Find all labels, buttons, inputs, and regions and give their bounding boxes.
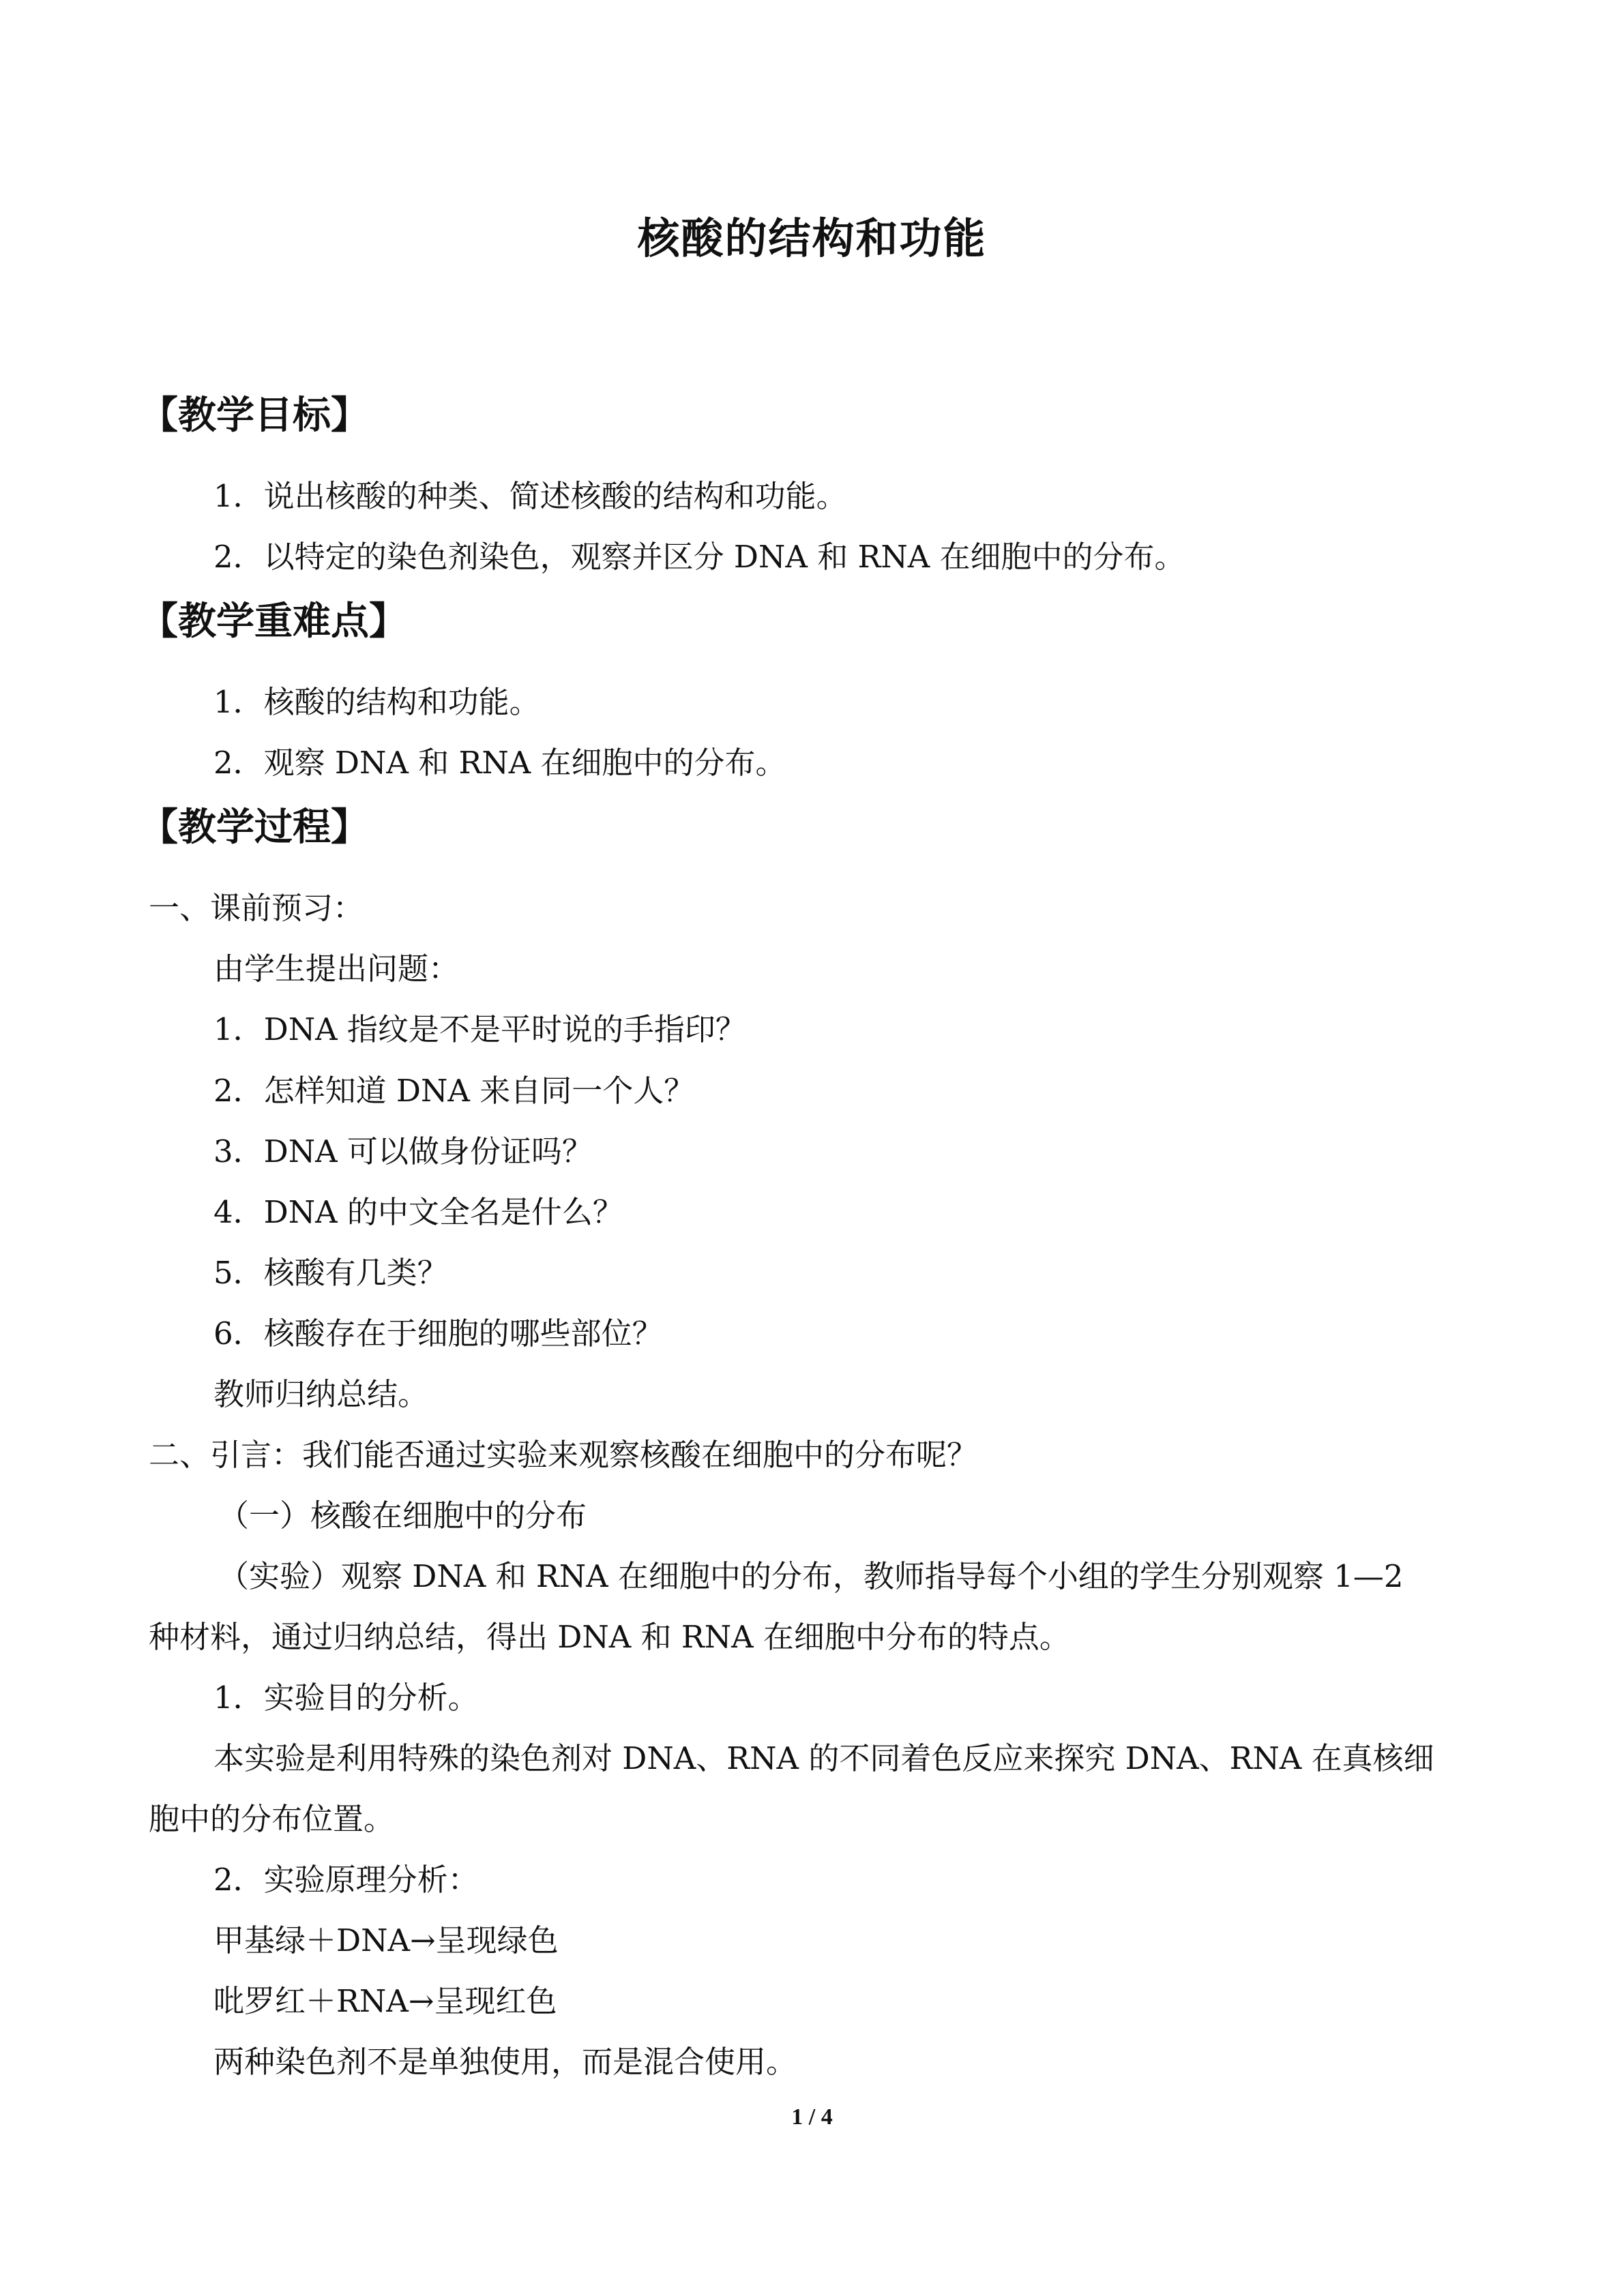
part-title: 二、引言：我们能否通过实验来观察核酸在细胞中的分布呢？ <box>149 1437 978 1473</box>
paragraph: 吡罗红＋RNA→呈现红色 <box>213 1983 557 2019</box>
part-title: 一、课前预习： <box>149 890 364 926</box>
step-title: 2．实验原理分析： <box>213 1862 479 1898</box>
objective-item: 2．以特定的染色剂染色，观察并区分 DNA 和 RNA 在细胞中的分布。 <box>213 539 1185 575</box>
paragraph: 甲基绿＋DNA→呈现绿色 <box>213 1922 559 1958</box>
paragraph: 种材料，通过归纳总结，得出 DNA 和 RNA 在细胞中分布的特点。 <box>149 1619 1070 1655</box>
question-item: 5．核酸有几类？ <box>213 1255 448 1291</box>
key-point-item: 1．核酸的结构和功能。 <box>213 684 540 720</box>
section-heading-key-points: 【教学重难点】 <box>140 599 407 644</box>
section-heading-objectives: 【教学目标】 <box>140 393 369 438</box>
question-item: 3．DNA 可以做身份证吗？ <box>213 1133 593 1169</box>
question-item: 6．核酸存在于细胞的哪些部位？ <box>213 1315 663 1352</box>
paragraph: 两种染色剂不是单独使用，而是混合使用。 <box>213 2044 797 2080</box>
document-title: 核酸的结构和功能 <box>637 213 987 263</box>
objective-item: 1．说出核酸的种类、简述核酸的结构和功能。 <box>213 478 847 514</box>
section-heading-process: 【教学过程】 <box>140 805 369 850</box>
step-title: 1．实验目的分析。 <box>213 1680 479 1716</box>
question-item: 1．DNA 指纹是不是平时说的手指印？ <box>213 1011 746 1047</box>
paragraph: （实验）观察 DNA 和 RNA 在细胞中的分布，教师指导每个小组的学生分别观察 1—2 <box>218 1558 1404 1594</box>
paragraph: 胞中的分布位置。 <box>149 1801 395 1837</box>
subsection-title: （一）核酸在细胞中的分布 <box>218 1497 587 1534</box>
key-point-item: 2．观察 DNA 和 RNA 在细胞中的分布。 <box>213 745 786 781</box>
question-item: 4．DNA 的中文全名是什么？ <box>213 1194 623 1230</box>
page-number: 1 / 4 <box>791 2104 833 2130</box>
paragraph: 教师归纳总结。 <box>213 1376 429 1412</box>
paragraph: 由学生提出问题： <box>213 951 460 987</box>
question-item: 2．怎样知道 DNA 来自同一个人？ <box>213 1073 695 1109</box>
paragraph: 本实验是利用特殊的染色剂对 DNA、RNA 的不同着色反应来探究 DNA、RNA 在真核细 <box>213 1740 1434 1776</box>
